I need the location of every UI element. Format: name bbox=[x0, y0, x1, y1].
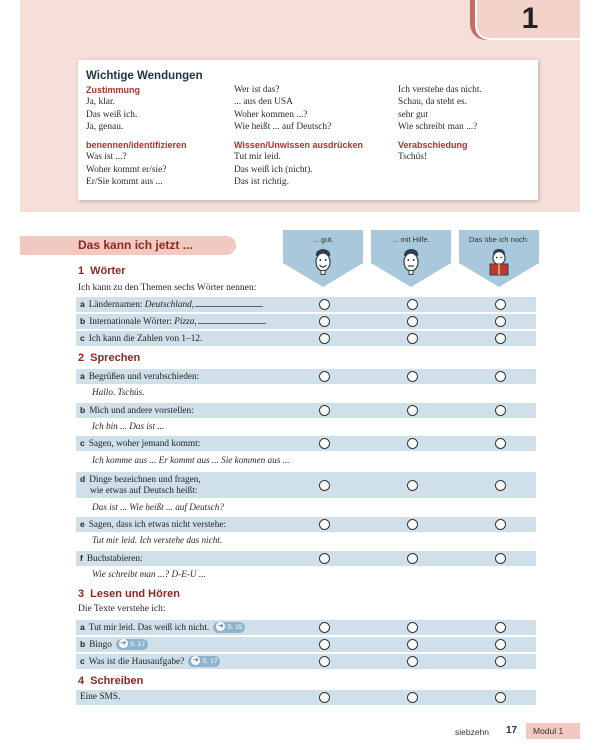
column-label: Das übe ich noch. bbox=[468, 235, 530, 244]
module-label: Modul 1 bbox=[526, 723, 580, 739]
row-label: e Sagen, dass ich etwas nicht verstehe: bbox=[80, 519, 227, 530]
rating-circle-practice[interactable] bbox=[495, 553, 506, 564]
phrase: Tut mir leid. bbox=[234, 152, 281, 163]
rating-circle-with-help[interactable] bbox=[407, 438, 418, 449]
phrase: Ja, klar. bbox=[86, 97, 115, 108]
rating-circle-good[interactable] bbox=[319, 639, 330, 650]
page-reference[interactable]: ➔ S. 17 bbox=[188, 656, 220, 667]
section-title-lesen: 3 Lesen und Hören bbox=[78, 588, 180, 600]
section-title-sprechen: 2 Sprechen bbox=[78, 352, 141, 364]
phrase: Das weiß ich (nicht). bbox=[234, 164, 313, 175]
phrase: ... aus den USA bbox=[234, 97, 293, 108]
page-reference[interactable]: ➔ S. 17 bbox=[116, 639, 148, 650]
rating-circle-practice[interactable] bbox=[495, 519, 506, 530]
phrase: Er/Sie kommt aus ... bbox=[86, 177, 163, 188]
phrase: Das ist richtig. bbox=[234, 177, 289, 188]
unit-number: 1 bbox=[521, 2, 539, 35]
rating-circle-practice[interactable] bbox=[495, 480, 506, 491]
row-label: c Ich kann die Zahlen von 1–12. bbox=[80, 333, 203, 344]
rating-circle-practice[interactable] bbox=[495, 639, 506, 650]
page-number: 17 bbox=[506, 725, 518, 736]
rating-circle-with-help[interactable] bbox=[407, 639, 418, 650]
table-row bbox=[76, 472, 536, 498]
example-text: Tut mir leid. Ich verstehe das nicht. bbox=[92, 535, 223, 545]
row-label: b Internationale Wörter: Pizza, bbox=[80, 316, 266, 328]
rating-circle-practice[interactable] bbox=[495, 371, 506, 382]
table-row bbox=[76, 620, 536, 635]
phrase: Ich verstehe das nicht. bbox=[398, 85, 482, 95]
rating-circle-good[interactable] bbox=[319, 692, 330, 703]
rating-circle-practice[interactable] bbox=[495, 299, 506, 310]
helper-face-icon bbox=[400, 247, 422, 277]
rating-circle-good[interactable] bbox=[319, 333, 330, 344]
rating-circle-with-help[interactable] bbox=[407, 371, 418, 382]
row-label: c Was ist die Hausaufgabe? ➔ S. 17 bbox=[80, 656, 220, 668]
rating-circle-practice[interactable] bbox=[495, 692, 506, 703]
rating-circle-practice[interactable] bbox=[495, 405, 506, 416]
row-label: b Bingo ➔ S. 17 bbox=[80, 639, 148, 651]
column-header-good bbox=[283, 230, 363, 287]
phrase: Woher kommt er/sie? bbox=[86, 164, 167, 175]
phrases-title: Wichtige Wendungen bbox=[86, 70, 203, 82]
phrases-column-1 bbox=[86, 84, 226, 188]
arrow-right-icon: ➔ bbox=[120, 640, 127, 648]
table-row bbox=[76, 551, 536, 566]
row-label: a Begrüßen und verabschieden: bbox=[80, 371, 200, 382]
rating-circle-good[interactable] bbox=[319, 316, 330, 327]
rating-circle-good[interactable] bbox=[319, 371, 330, 382]
rating-circle-practice[interactable] bbox=[495, 333, 506, 344]
table-row bbox=[76, 654, 536, 669]
column-label: ... mit Hilfe. bbox=[392, 235, 430, 244]
column-header-with-help bbox=[371, 230, 451, 287]
phrase: Woher kommen ...? bbox=[234, 109, 308, 120]
example-text: Das ist ... Wie heißt ... auf Deutsch? bbox=[92, 502, 224, 512]
section-intro: Die Texte verstehe ich: bbox=[78, 604, 166, 614]
row-label: d Dinge bezeichnen und fragen, wie etwas auf Deutsch heißt: bbox=[80, 474, 201, 496]
rating-circle-practice[interactable] bbox=[495, 622, 506, 633]
phrase: Ja, genau. bbox=[86, 121, 124, 132]
rating-circle-good[interactable] bbox=[319, 405, 330, 416]
example-text: Ich bin ... Das ist ... bbox=[92, 421, 165, 431]
phrases-column-3 bbox=[398, 84, 538, 164]
table-row bbox=[76, 690, 536, 705]
table-row bbox=[76, 436, 536, 451]
rating-circle-good[interactable] bbox=[319, 519, 330, 530]
rating-circle-good[interactable] bbox=[319, 622, 330, 633]
phrases-column-2 bbox=[234, 84, 394, 188]
rating-circle-practice[interactable] bbox=[495, 316, 506, 327]
rating-circle-practice[interactable] bbox=[495, 656, 506, 667]
phrases-heading: Verabschiedung bbox=[398, 140, 468, 151]
rating-circle-good[interactable] bbox=[319, 438, 330, 449]
rating-circle-with-help[interactable] bbox=[407, 316, 418, 327]
rating-circle-good[interactable] bbox=[319, 656, 330, 667]
page-reference[interactable]: ➔ S. 15 bbox=[213, 622, 245, 633]
reading-person-icon bbox=[488, 247, 510, 277]
phrases-heading: benennen/identifizieren bbox=[86, 140, 187, 151]
table-row bbox=[76, 517, 536, 532]
section-intro: Ich kann zu den Themen sechs Wörter nennen: bbox=[78, 283, 257, 293]
column-header-practice bbox=[459, 230, 539, 287]
row-label: f Buchstabieren: bbox=[80, 553, 143, 564]
phrase: Das weiß ich. bbox=[86, 109, 138, 120]
rating-circle-with-help[interactable] bbox=[407, 656, 418, 667]
row-label: c Sagen, woher jemand kommt: bbox=[80, 438, 201, 449]
phrases-heading: Zustimmung bbox=[86, 85, 140, 95]
table-row bbox=[76, 403, 536, 418]
happy-face-icon bbox=[312, 247, 334, 277]
rating-circle-with-help[interactable] bbox=[407, 299, 418, 310]
phrase: sehr gut bbox=[398, 109, 428, 120]
rating-circle-with-help[interactable] bbox=[407, 405, 418, 416]
example-text: Wie schreibt man ...? D-E-U ... bbox=[92, 569, 206, 579]
phrase: Wie schreibt man ...? bbox=[398, 121, 478, 132]
table-row bbox=[76, 297, 536, 312]
rating-circle-practice[interactable] bbox=[495, 438, 506, 449]
rating-circle-with-help[interactable] bbox=[407, 480, 418, 491]
section-title-schreiben: 4 Schreiben bbox=[78, 675, 144, 687]
rating-circle-good[interactable] bbox=[319, 299, 330, 310]
row-label: a Ländernamen: Deutschland, bbox=[80, 299, 263, 311]
phrases-heading: Wissen/Unwissen ausdrücken bbox=[234, 140, 363, 151]
rating-circle-with-help[interactable] bbox=[407, 519, 418, 530]
arrow-right-icon: ➔ bbox=[217, 623, 224, 631]
column-label: ... gut. bbox=[312, 235, 334, 244]
phrase: Schau, da steht es. bbox=[398, 97, 467, 108]
page-number-word: siebzehn bbox=[455, 727, 490, 737]
arrow-right-icon: ➔ bbox=[192, 657, 199, 665]
phrase: Was ist ...? bbox=[86, 152, 127, 163]
table-row bbox=[76, 369, 536, 384]
rating-circle-with-help[interactable] bbox=[407, 553, 418, 564]
table-row bbox=[76, 637, 536, 652]
row-label: b Mich und andere vorstellen: bbox=[80, 405, 194, 416]
rating-circle-with-help[interactable] bbox=[407, 333, 418, 344]
rating-circle-good[interactable] bbox=[319, 480, 330, 491]
section-title-woerter: 1 Wörter bbox=[78, 265, 126, 277]
example-text: Hallo. Tschüs. bbox=[92, 387, 145, 397]
table-row bbox=[76, 314, 536, 329]
can-do-title: Das kann ich jetzt ... bbox=[78, 238, 193, 252]
example-text: Ich komme aus ... Er kommt aus ... Sie kommen aus ... bbox=[92, 455, 290, 465]
row-label: Eine SMS. bbox=[80, 692, 121, 702]
phrase: Tschüs! bbox=[398, 152, 428, 163]
rating-circle-with-help[interactable] bbox=[407, 692, 418, 703]
row-label: a Tut mir leid. Das weiß ich nicht. ➔ S. 15 bbox=[80, 622, 245, 634]
phrase: Wie heißt ... auf Deutsch? bbox=[234, 121, 332, 132]
table-row bbox=[76, 331, 536, 346]
phrase: Wer ist das? bbox=[234, 85, 280, 95]
rating-circle-with-help[interactable] bbox=[407, 622, 418, 633]
rating-circle-good[interactable] bbox=[319, 553, 330, 564]
